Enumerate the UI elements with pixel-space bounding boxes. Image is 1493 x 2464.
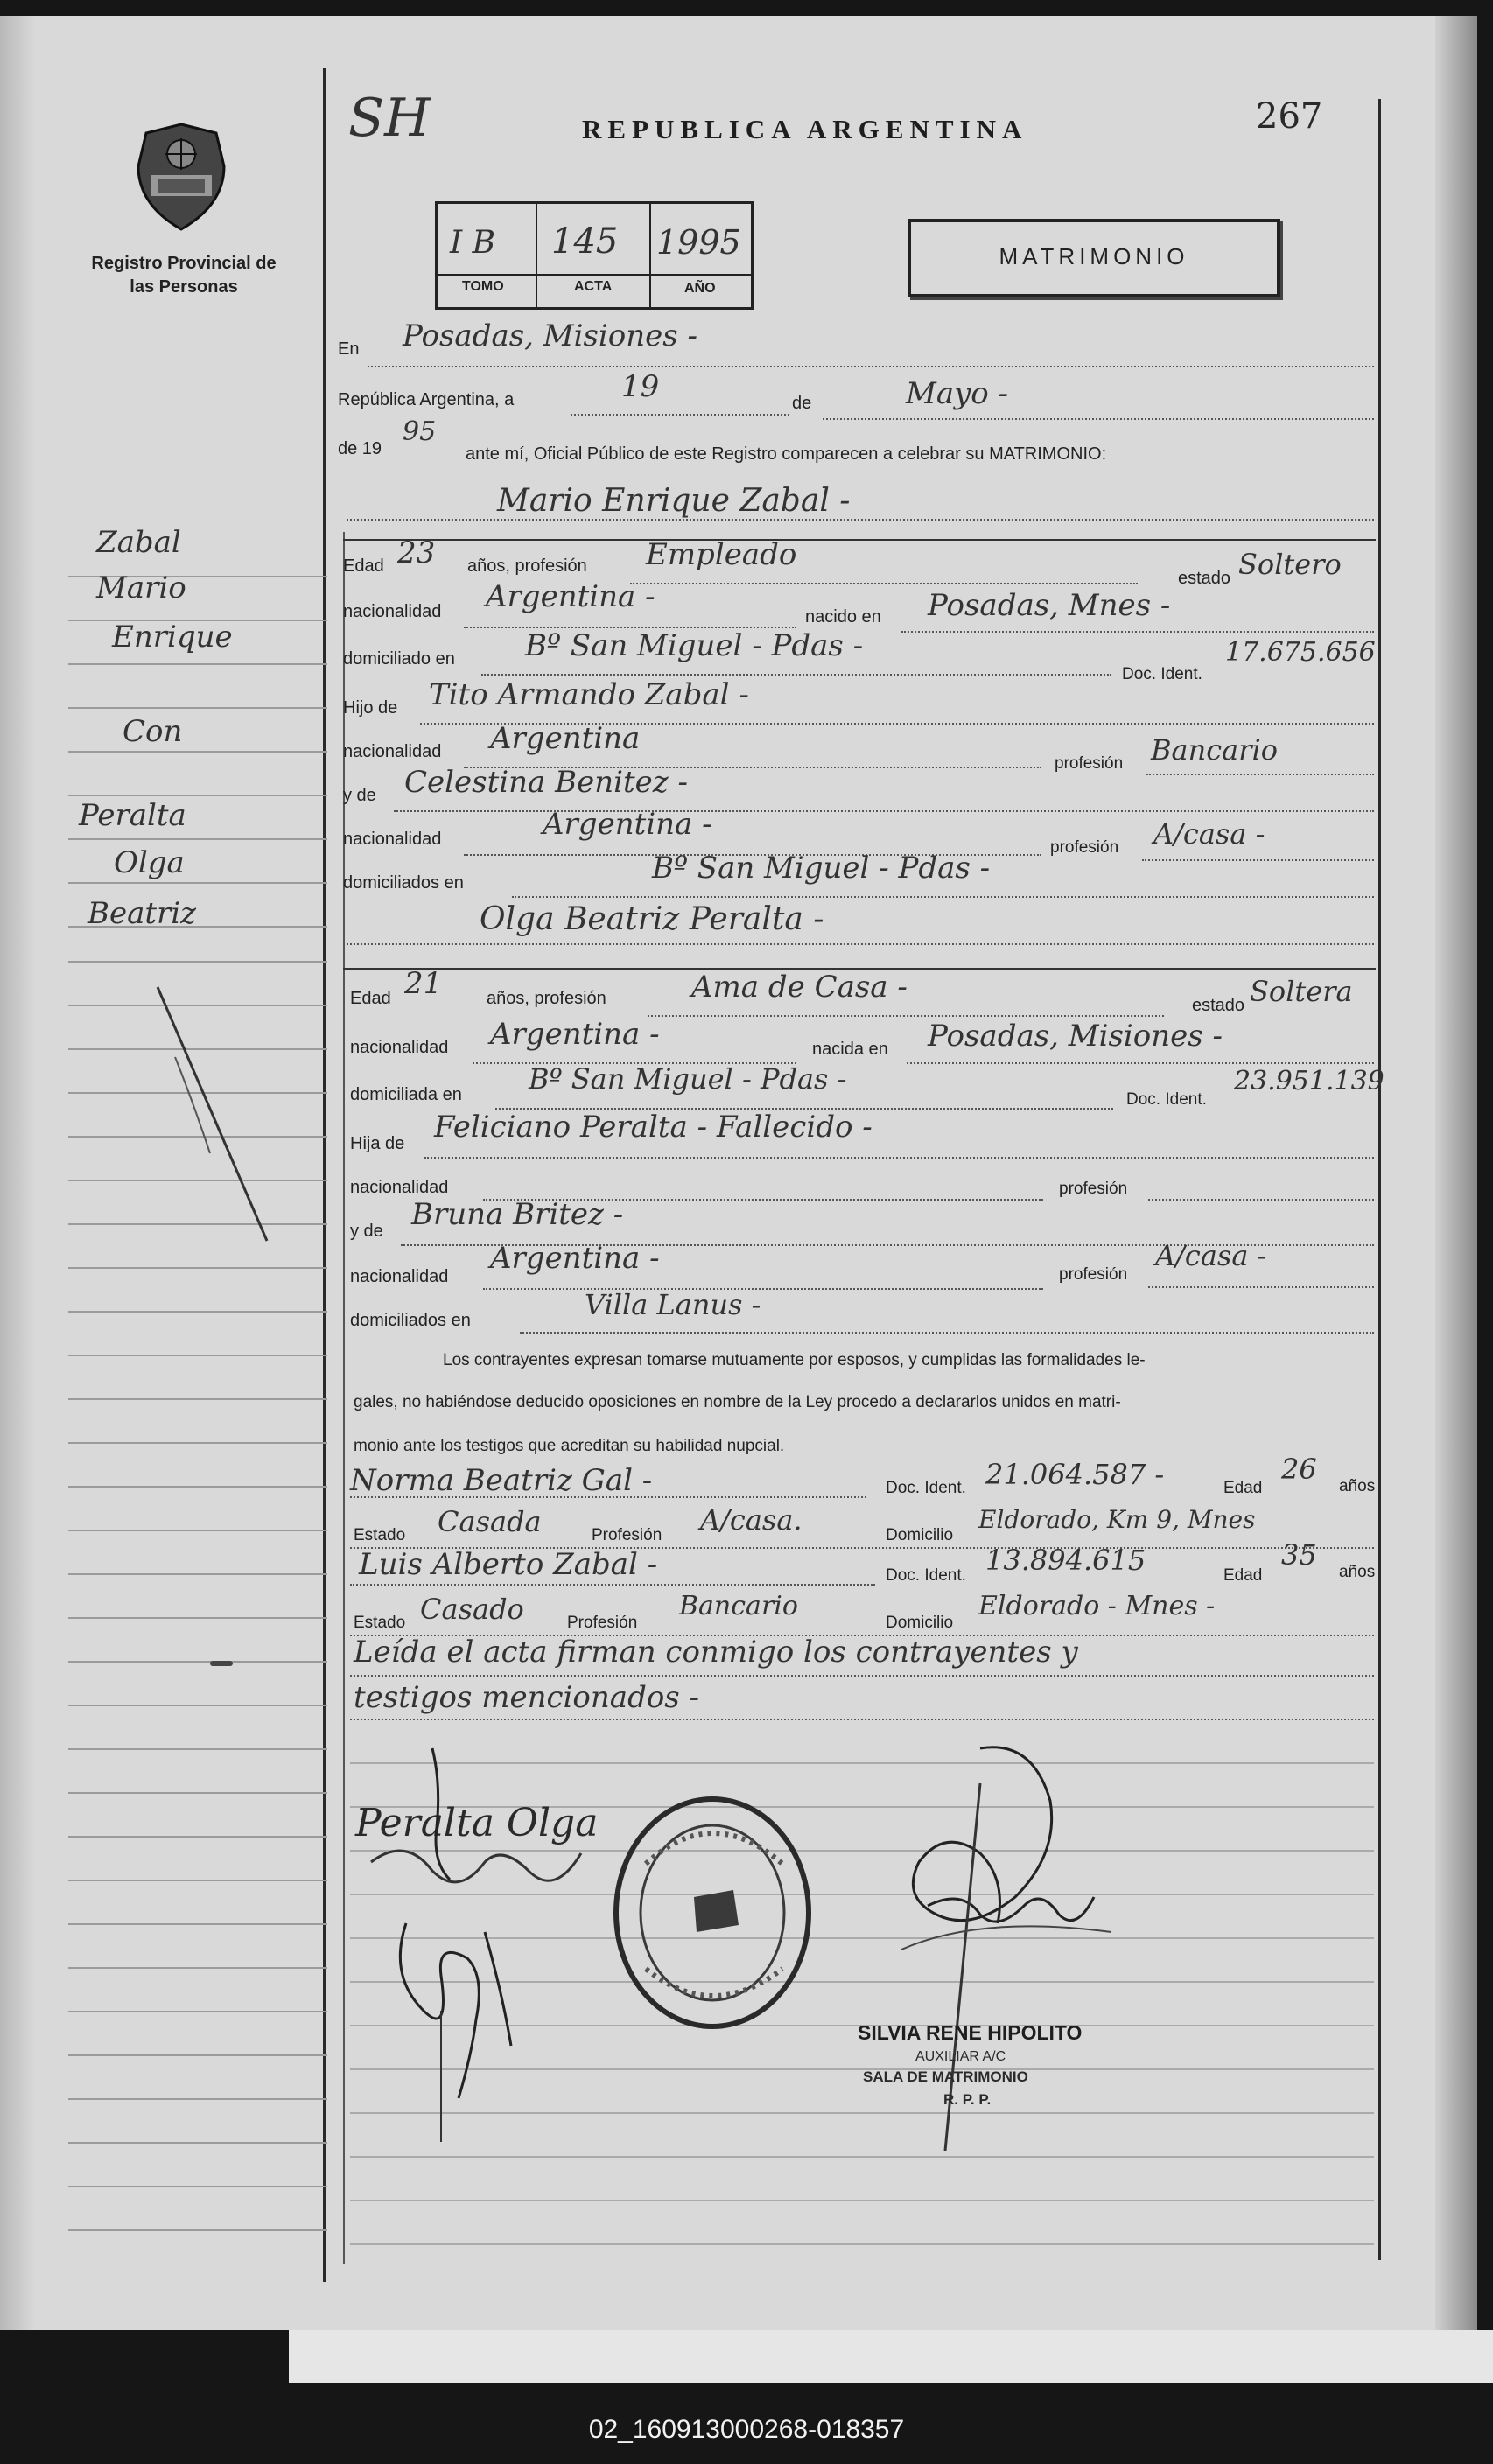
witness-2-anos-label: años — [1339, 1563, 1376, 1581]
witness-1-dom-label: Domicilio — [886, 1526, 954, 1544]
bride-age: 21 — [404, 966, 443, 1001]
official-role: AUXILIAR A/C — [915, 2049, 1006, 2064]
declaration-line-3: monio ante los testigos que acreditan su habilidad nupcial. — [354, 1437, 785, 1455]
closing-line-2: testigos mencionados - — [354, 1680, 700, 1715]
bride-doc-label: Doc. Ident. — [1126, 1090, 1207, 1109]
groom-nac-label: nacionalidad — [343, 602, 442, 621]
groom-mother-prof-label: profesión — [1050, 838, 1119, 857]
registry-name: Registro Provincial de las Personas — [91, 254, 277, 297]
margin-name-5: Peralta — [79, 798, 186, 833]
closing-line-1: Leída el acta firman conmigo los contrayentes y — [354, 1634, 1078, 1670]
witness-2-doc: 13.894.615 — [985, 1544, 1146, 1577]
bride-father-nac-label: nacionalidad — [350, 1178, 449, 1197]
provincial-seal-icon — [133, 121, 229, 233]
groom-parents-domicile: Bº San Miguel - Pdas - — [652, 850, 991, 886]
year-suffix: 95 — [403, 416, 437, 447]
statement: ante mí, Oficial Público de este Registro comparecen a celebrar su MATRIMONIO: — [466, 444, 1107, 464]
official-signature-icon — [875, 1731, 1138, 2151]
witness-2-edad-label: Edad — [1223, 1566, 1263, 1585]
certificate-page — [0, 16, 1477, 2330]
binding-shadow — [0, 16, 35, 2330]
doc-type-box — [908, 219, 1280, 298]
groom-estado-label: estado — [1178, 569, 1231, 588]
witness-2-estado-label: Estado — [354, 1614, 406, 1632]
groom-birthplace: Posadas, Mnes - — [928, 588, 1171, 623]
groom-father-nac-label: nacionalidad — [343, 742, 442, 761]
ano-label: AÑO — [684, 281, 716, 296]
groom-yde-label: y de — [343, 786, 376, 805]
bride-yde-label: y de — [350, 1222, 383, 1241]
ano-value: 1995 — [656, 223, 741, 262]
groom-estado: Soltero — [1238, 548, 1342, 581]
witness-2-estado: Casado — [420, 1592, 524, 1626]
en-label: En — [338, 340, 360, 359]
year-prefix: de 19 — [338, 439, 382, 458]
margin-name-3: Enrique — [112, 620, 233, 654]
groom-hijo-label: Hijo de — [343, 698, 398, 718]
groom-full-name: Mario Enrique Zabal - — [497, 483, 851, 519]
margin-dash — [210, 1661, 233, 1666]
groom-mother-nationality: Argentina - — [543, 807, 712, 842]
bride-anos-label: años, profesión — [487, 989, 606, 1008]
groom-anos-label: años, profesión — [467, 556, 587, 576]
tomo-value: I B — [450, 225, 496, 261]
official-org: R. P. P. — [943, 2091, 992, 2108]
right-frame-line — [1378, 99, 1381, 2260]
bride-hija-label: Hija de — [350, 1134, 405, 1153]
groom-parents-dom-label: domiciliados en — [343, 873, 464, 892]
de-label: de — [792, 394, 812, 413]
contractor-signatures-icon — [354, 1731, 634, 2151]
declaration-line-1: Los contrayentes expresan tomarse mutuamente por esposos, y cumplidas las formalidades le- — [443, 1351, 1146, 1369]
groom-father: Tito Armando Zabal - — [429, 677, 749, 712]
bride-father-prof-label: profesión — [1059, 1180, 1128, 1198]
witness-1-edad-label: Edad — [1223, 1479, 1263, 1497]
groom-nationality: Argentina - — [486, 579, 655, 614]
bride-domicile: Bº San Miguel - Pdas - — [529, 1062, 847, 1096]
bride-edad-label: Edad — [350, 989, 391, 1008]
margin-name-6: Olga — [114, 845, 185, 880]
margin-name-4: Con — [123, 714, 183, 749]
official-stamp — [611, 1794, 814, 2032]
bride-mother-nac-label: nacionalidad — [350, 1267, 449, 1286]
marriage-month: Mayo - — [906, 376, 1009, 411]
groom-nacido-label: nacido en — [805, 607, 881, 626]
acta-label: ACTA — [574, 279, 613, 294]
margin-strike-icon — [149, 978, 280, 1258]
groom-mother-nac-label: nacionalidad — [343, 830, 442, 849]
bride-doc: 23.951.139 — [1234, 1066, 1384, 1096]
witness-2-profession: Bancario — [679, 1591, 798, 1621]
witness-1-prof-label: Profesión — [592, 1526, 662, 1544]
witness-2-domicile: Eldorado - Mnes - — [978, 1591, 1216, 1621]
bride-nationality: Argentina - — [490, 1017, 660, 1052]
groom-mother: Celestina Benitez - — [404, 765, 688, 800]
witness-2-name: Luis Alberto Zabal - — [359, 1547, 658, 1582]
republic-label: República Argentina, a — [338, 390, 515, 410]
bride-father: Feliciano Peralta - Fallecido - — [434, 1110, 873, 1144]
bride-signature-name: Peralta Olga — [355, 1801, 599, 1845]
witness-2-prof-label: Profesión — [567, 1614, 638, 1632]
doc-type-label: MATRIMONIO — [999, 243, 1189, 270]
bride-nac-label: nacionalidad — [350, 1038, 449, 1057]
tomo-label: TOMO — [462, 279, 504, 294]
bride-mother-prof-label: profesión — [1059, 1265, 1128, 1284]
witness-1-estado-label: Estado — [354, 1526, 406, 1544]
witness-2-dom-label: Domicilio — [886, 1614, 954, 1632]
witness-1-profession: A/casa. — [700, 1503, 803, 1536]
bride-dom-label: domiciliada en — [350, 1085, 462, 1104]
witness-1-anos-label: años — [1339, 1477, 1376, 1495]
bride-estado-label: estado — [1192, 996, 1245, 1015]
country-title: REPUBLICA ARGENTINA — [582, 114, 1028, 144]
initials-mark: SH — [348, 88, 431, 149]
witness-1-name: Norma Beatriz Gal - — [350, 1463, 653, 1498]
marriage-place: Posadas, Misiones - — [403, 318, 698, 354]
groom-domicile: Bº San Miguel - Pdas - — [525, 628, 864, 663]
groom-dom-label: domiciliado en — [343, 649, 455, 668]
bride-mother: Bruna Britez - — [411, 1197, 624, 1232]
witness-1-doc-label: Doc. Ident. — [886, 1479, 966, 1497]
groom-age: 23 — [397, 536, 436, 570]
witness-2-age: 35 — [1281, 1538, 1317, 1572]
bride-birthplace: Posadas, Misiones - — [928, 1018, 1223, 1054]
lower-strip — [289, 2330, 1493, 2383]
page-number: 267 — [1256, 96, 1323, 136]
marriage-day: 19 — [621, 369, 660, 404]
groom-edad-label: Edad — [343, 556, 384, 576]
witness-1-domicile: Eldorado, Km 9, Mnes — [978, 1505, 1256, 1534]
bride-full-name: Olga Beatriz Peralta - — [480, 901, 824, 937]
groom-father-profession: Bancario — [1151, 733, 1278, 766]
scan-id: 02_160913000268-018357 — [588, 2415, 905, 2444]
bride-parents-domicile: Villa Lanus - — [585, 1288, 761, 1321]
bride-parents-dom-label: domiciliados en — [350, 1311, 471, 1330]
bride-mother-nationality: Argentina - — [490, 1241, 660, 1276]
margin-name-1: Zabal — [96, 525, 181, 560]
left-frame-line — [323, 68, 326, 2282]
margin-name-2: Mario — [96, 570, 186, 606]
witness-1-estado: Casada — [438, 1505, 542, 1538]
groom-father-nationality: Argentina — [490, 721, 641, 756]
official-office: SALA DE MATRIMONIO — [863, 2068, 1028, 2085]
bride-nacida-label: nacida en — [812, 1040, 888, 1059]
margin-name-7: Beatriz — [88, 896, 197, 931]
acta-value: 145 — [551, 221, 619, 262]
bride-profession: Ama de Casa - — [691, 970, 908, 1004]
right-shadow — [1435, 16, 1477, 2330]
groom-mother-profession: A/casa - — [1153, 817, 1265, 850]
witness-1-age: 26 — [1281, 1452, 1317, 1486]
book-reference-table — [435, 201, 754, 310]
bride-mother-profession: A/casa - — [1155, 1239, 1267, 1272]
witness-2-doc-label: Doc. Ident. — [886, 1566, 966, 1585]
bride-estado: Soltera — [1250, 975, 1353, 1008]
declaration-line-2: gales, no habiéndose deducido oposiciones en nombre de la Ley procedo a declararlos unidos en matri- — [354, 1393, 1121, 1411]
groom-profession: Empleado — [646, 537, 797, 572]
groom-doc-label: Doc. Ident. — [1122, 665, 1202, 683]
groom-father-prof-label: profesión — [1055, 754, 1124, 773]
groom-doc: 17.675.656 — [1225, 637, 1376, 668]
witness-1-doc: 21.064.587 - — [985, 1458, 1165, 1491]
official-name: SILVIA RENE HIPOLITO — [858, 2021, 1083, 2044]
